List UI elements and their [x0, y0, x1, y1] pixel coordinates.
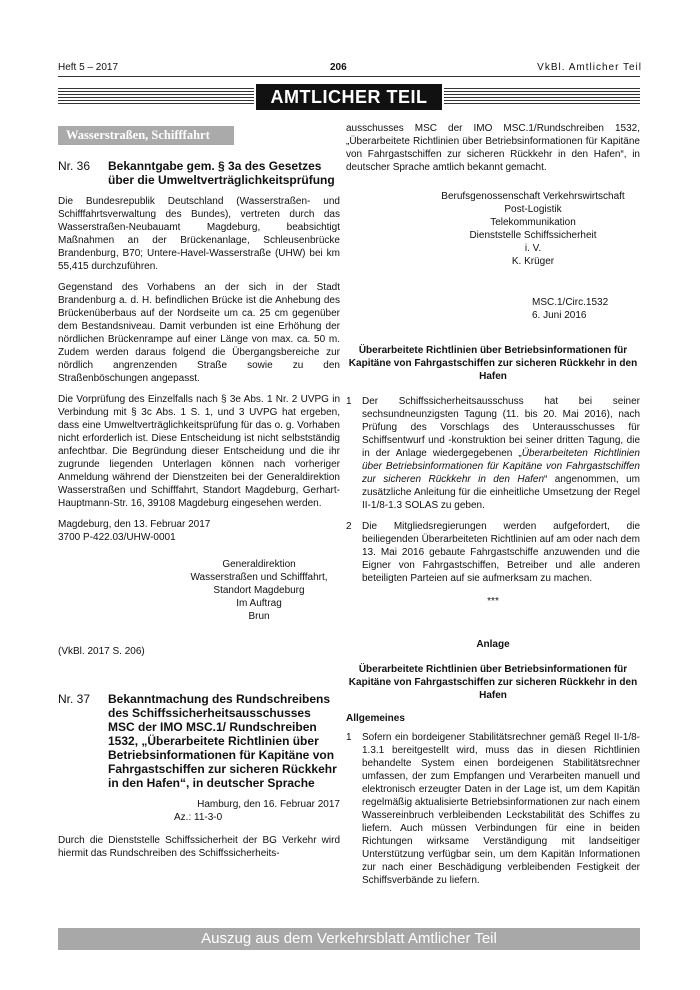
footer-banner: Auszug aus dem Verkehrsblatt Amtlicher Teil: [58, 928, 640, 950]
nr36-heading: [58, 159, 340, 187]
list-item: [346, 520, 640, 585]
right-column: [346, 120, 640, 895]
nr36-number: Nr. 36: [58, 159, 91, 173]
nr37-sig-line-5: i. V.: [524, 243, 542, 254]
nr36-sig-line-3: Standort Magdeburg: [213, 585, 305, 596]
nr37-number: Nr. 37: [58, 692, 91, 706]
nr36-sig-line-5: Brun: [248, 611, 270, 622]
item1-text-italic: Überarbeiteten Richtlinien über Betriebsinformationen für Kapitäne von Fahrgastschiffen zur sicheren Rückkehr in den Hafen: [362, 448, 640, 485]
nr36-title: Bekanntgabe gem. § 3a des Gesetzes über die Umweltverträglichkeitsprüfung: [108, 159, 335, 187]
list-item-number: 1: [346, 732, 352, 743]
nr36-paragraph-3: Die Vorprüfung des Einzelfalls nach § 3e Abs. 1 Nr. 2 UVPG in Verbindung mit § 3c Abs. 1 S. 1, und 3 UVPG hat ergeben, dass eine Umweltverträglichkeitsprüfung für das o. g. Vorhaben nicht erforderlich ist. Diese Entscheidung ist nicht selbstständig anfechtbar. Die Begründung dieser Entscheidung und die ihr zugrunde liegenden Unterlagen können nach vorheriger Anmeldung während der Dienstzeiten bei der Generaldirektion Wasserstraßen und Schifffahrt, Standort Magdeburg, Gerhart-Hauptmann-Str. 16, 39108 Magdeburg eingesehen werden.: [58, 394, 340, 509]
left-column: [58, 120, 340, 868]
banner: [58, 84, 640, 110]
header-publication: VkBl. Amtlicher Teil: [537, 62, 642, 73]
list-item: [346, 731, 640, 887]
nr36-citation: (VkBl. 2017 S. 206): [58, 646, 145, 657]
nr37-reference: Az.: 11-3-0: [174, 812, 223, 823]
nr36-paragraph-2: Gegenstand des Vorhabens an der sich in der Stadt Brandenburg a. d. H. befindlichen Brücke ist die Anhebung des Brückenüberbaus auf der Nordseite um ca. 25 cm gegenüber dem Bestandsniveau. Damit verbunden ist eine Erhöhung der nördlichen Brückenrampe auf einer Länge von max. ca. 50 m. Zudem werden daraus folgend die Übergangsbereiche zur nördlich angrenzenden Straße sowie zu den Straßenböschungen angepasst.: [58, 282, 340, 384]
circ-number: MSC.1/Circ.1532: [532, 297, 609, 308]
nr37-continued: ausschusses MSC der IMO MSC.1/Rundschreiben 1532, „Überarbeitete Richtlinien über Betriebsinformationen für Kapitäne von Fahrgastschiffen zur sicheren Rückkehr in den Hafen“, in deutscher Sprache amtlich bekannt gemacht.: [346, 123, 640, 173]
nr37-heading: [58, 692, 340, 790]
nr37-sig-line-1: Berufsgenossenschaft Verkehrswirtschaft: [441, 191, 625, 202]
list-item: [346, 395, 640, 512]
header-page-number: 206: [330, 62, 347, 73]
nr37-title: Bekanntmachung des Rundschreibens des Schiffssicherheitsausschusses MSC der IMO MSC.1/ Rundschreiben 1532, „Überarbeitete Richtlinien über Betriebsinformationen für Kapitäne von Fahrgastschiffen zur sicheren Rückkehr in den Hafen“, in deutscher Sprache: [108, 692, 337, 790]
nr36-sig-line-4: Im Auftrag: [236, 598, 282, 609]
list-item-number: 2: [346, 521, 352, 532]
section-title: Wasserstraßen, Schifffahrt: [58, 126, 234, 145]
list-item-text: [362, 395, 640, 512]
banner-hatch-right: [444, 88, 640, 106]
item1-text-b: “ angenommen, um zusätzliche Anleitung für die einheitliche Umsetzung der Regel II-1/8-1.3 SOLAS zu geben.: [362, 474, 640, 511]
nr37-signature: [426, 190, 640, 268]
general-heading: Allgemeines: [346, 713, 405, 724]
item1-text-a: Der Schiffssicherheitsausschuss hat bei seiner sechsundneunzigsten Tagung (11. bis 20. Mai 2016), nach Prüfung des Vorschlags des Unterausschusses für Schiffsentwurf und -konstruktion bei seiner dritten Tagung, die in der Anlage wiedergegebenen „: [362, 396, 640, 459]
header-rule: [58, 76, 640, 77]
nr37-sig-line-6: K. Krüger: [511, 256, 555, 267]
list-item-number: 1: [346, 396, 352, 407]
header-issue: Heft 5 – 2017: [58, 62, 119, 73]
nr36-sig-line-1: Generaldirektion: [222, 559, 296, 570]
nr37-intro: Durch die Dienststelle Schiffssicherheit der BG Verkehr wird hiermit das Rundschreiben des Schiffssicherheits-: [58, 835, 340, 859]
list-item-text: Sofern ein bordeigener Stabilitätsrechner gemäß Regel II-1/8-1.3.1 bereitgestellt wird, muss das in diesen Richtlinien behandelte System einen bordeigenen Stabilitätsrechner umfassen, der zum Empfangen und Verarbeiten manuell und elektronisch erzeugter Daten in der Lage ist, um dem Kapitän regelmäßig aktualisierte Betriebsinformationen zur nach einem Wassereinbruch verbleibenden Leckstabilität des Schiffes zu liefern. Auch müssen Verbindungen für eine in beiden Richtungen wirksame Verständigung mit landseitiger Unterstützung verfügbar sein, um dem Kapitän Informationen zur nach einer Beschädigung verbleibenden Festigkeit der Schiffsverbände zu liefern.: [362, 732, 640, 886]
nr37-sig-line-3: Telekommunikation: [490, 217, 576, 228]
annex-title: Anlage: [476, 639, 510, 650]
nr37-date: Hamburg, den 16. Februar 2017: [197, 799, 340, 810]
banner-hatch-left: [58, 88, 254, 106]
nr36-date: Magdeburg, den 13. Februar 2017: [58, 519, 211, 530]
nr37-sig-line-2: Post-Logistik: [504, 204, 562, 215]
banner-title: AMTLICHER TEIL: [256, 84, 442, 110]
nr36-paragraph-1: Die Bundesrepublik Deutschland (Wasserstraßen- und Schifffahrtsverwaltung des Bundes), vertreten durch das Wasserstraßen-Neubauamt Magdeburg, beabsichtigt Maßnahmen an der Brückenanlage, Schleusenbrücke Brandenburg, B70; Untere-Havel-Wasserstraße (UHW) bei km 55,415 durchzuführen.: [58, 196, 340, 272]
separator-stars: ***: [487, 596, 499, 607]
circ-date: 6. Juni 2016: [532, 310, 587, 321]
guidelines-heading: Überarbeitete Richtlinien über Betriebsinformationen für Kapitäne von Fahrgastschiffen zur sicheren Rückkehr in den Hafen: [348, 345, 638, 382]
nr36-sig-line-2: Wasserstraßen und Schifffahrt,: [190, 572, 328, 583]
nr36-reference: 3700 P-422.03/UHW-0001: [58, 532, 176, 543]
list-item-text: Die Mitgliedsregierungen werden aufgefordert, die beiliegenden Überarbeiteten Richtlinien auf am oder nach dem 13. Mai 2016 gebaute Fahrgastschiffe anzuwenden und die Eigner von Fahrgastschiffen, Betreiber und alle anderen beteiligten Parteien auf sie aufmerksam zu machen.: [362, 521, 640, 584]
nr37-sig-line-4: Dienststelle Schiffssicherheit: [469, 230, 597, 241]
nr36-signature: [178, 558, 340, 623]
annex-heading: Überarbeitete Richtlinien über Betriebsinformationen für Kapitäne von Fahrgastschiffen zur sicheren Rückkehr in den Hafen: [348, 664, 638, 701]
